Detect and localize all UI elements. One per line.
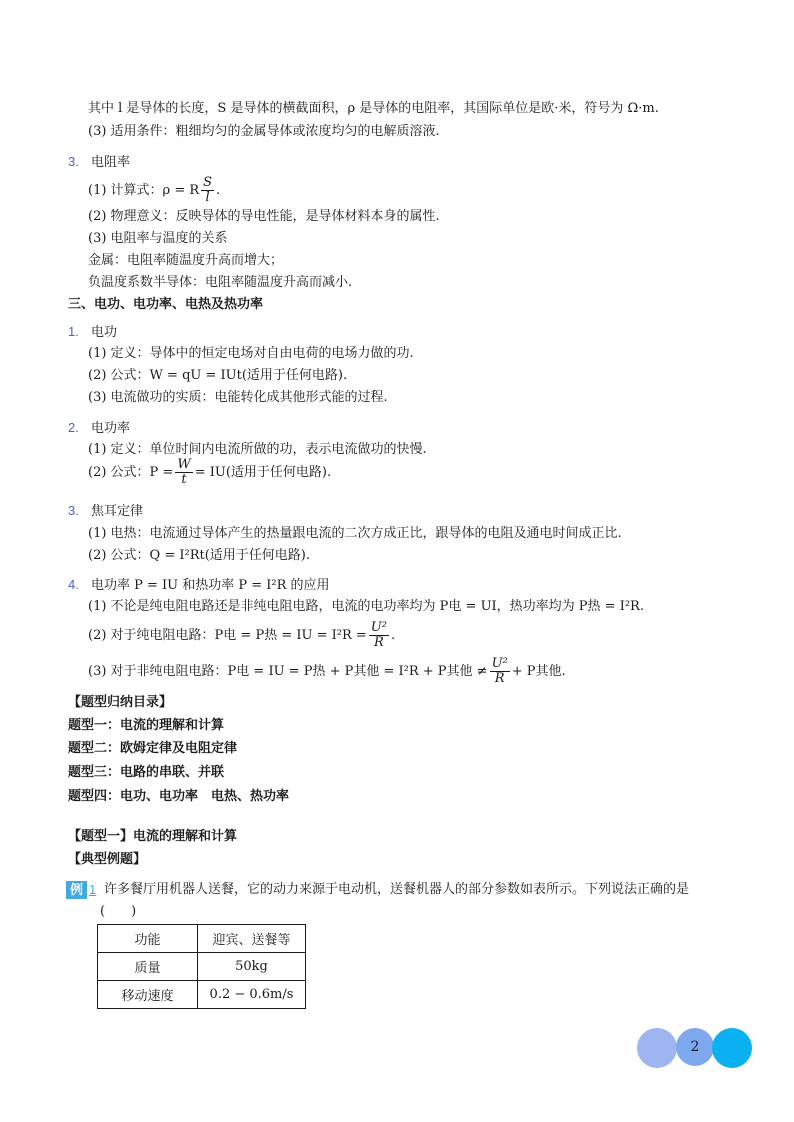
- formula-text: .: [216, 183, 221, 198]
- table-row: [98, 953, 306, 981]
- section-heading: [68, 576, 330, 595]
- text-line: (3) 电阻率与温度的关系: [88, 231, 228, 246]
- answer-paren: ( ): [100, 904, 137, 919]
- example-text: 许多餐厅用机器人送餐，它的动力来源于电动机，送餐机器人的部分参数如表所示。下列说法正确的是: [104, 882, 690, 897]
- text-line: (1) 不论是纯电阻电路还是非纯电阻电路，电流的电功率均为 P电 = UI，热功率均为 P热 = I²R.: [88, 599, 644, 614]
- section-heading: [68, 502, 143, 521]
- fraction: [201, 176, 214, 205]
- toc-item: 题型一：电流的理解和计算: [68, 718, 225, 733]
- table-cell: 功能: [98, 925, 198, 953]
- fraction-numerator: U²: [370, 620, 387, 635]
- chapter-heading: 三、电功、电功率、电热及热功率: [68, 297, 264, 312]
- section-title: 焦耳定律: [90, 504, 143, 519]
- section-heading: [68, 153, 130, 172]
- toc-item: 题型四：电功、电功率 电热、热功率: [68, 789, 290, 804]
- fraction: [369, 621, 389, 650]
- fraction-numerator: U²: [491, 656, 508, 671]
- page-number: 2: [690, 1039, 700, 1055]
- text-line: (3) 电流做功的实质：电能转化成其他形式能的过程.: [88, 390, 388, 405]
- text-line: 负温度系数半导体：电阻率随温度升高而减小.: [88, 275, 353, 290]
- text-line: (1) 定义：导体中的恒定电场对自由电荷的电场力做的功.: [88, 346, 414, 361]
- section-number: 3.: [68, 503, 79, 518]
- table-cell: 移动速度: [98, 981, 198, 1009]
- table-cell: 质量: [98, 953, 198, 981]
- formula-text: (1) 计算式：ρ = R: [88, 183, 200, 198]
- fraction: [490, 657, 510, 686]
- section-number: 2.: [68, 420, 79, 435]
- topic-heading: 【题型一】电流的理解和计算: [68, 829, 238, 844]
- table-cell: 0.2 − 0.6m/s: [198, 981, 306, 1009]
- section-number: 4.: [68, 577, 79, 592]
- formula-text: .: [390, 628, 396, 643]
- text-line: (1) 电热：电流通过导体产生的热量跟电流的二次方成正比，跟导体的电阻及通电时间成正比.: [88, 526, 622, 541]
- fraction-denominator: l: [205, 190, 210, 205]
- decor-circle-left: [637, 1028, 677, 1068]
- formula-text: (2) 公式：P =: [88, 465, 174, 480]
- text-line: 其中 l 是导体的长度，S 是导体的横截面积，ρ 是导体的电阻率，其国际单位是欧·米，符号为 Ω·m.: [88, 101, 659, 116]
- table-cell: 迎宾、送餐等: [198, 925, 306, 953]
- table-cell: 50kg: [198, 953, 306, 981]
- formula-line: [88, 457, 331, 489]
- parameter-table: [97, 924, 306, 1009]
- section-number: 1.: [68, 324, 79, 339]
- section-number: 3.: [68, 154, 79, 169]
- toc-item: 题型三：电路的串联、并联: [68, 765, 225, 780]
- example-label: 例: [66, 881, 87, 899]
- formula-line: [88, 175, 220, 207]
- table-row: [98, 981, 306, 1009]
- fraction-numerator: S: [203, 175, 213, 190]
- text-line: (1) 定义：单位时间内电流所做的功，表示电流做功的快慢.: [88, 442, 427, 457]
- fraction-denominator: t: [181, 472, 187, 487]
- example-tag: [66, 881, 98, 899]
- toc-title: 【题型归纳目录】: [68, 695, 173, 710]
- formula-line: [88, 620, 395, 652]
- text-line: 金属：电阻率随温度升高而增大；: [88, 253, 284, 268]
- text-line: (2) 公式：W = qU = IUt(适用于任何电路).: [88, 368, 348, 383]
- section-title: 电阻率: [90, 155, 130, 170]
- section-title: 电功率: [90, 421, 130, 436]
- topic-subheading: 【典型例题】: [68, 852, 147, 867]
- section-heading: [68, 323, 117, 342]
- formula-text: = IU(适用于任何电路).: [194, 465, 332, 480]
- table-row: [98, 925, 306, 953]
- section-heading: [68, 419, 130, 438]
- example-number: 1: [89, 882, 97, 897]
- section-title: 电功率 P = IU 和热功率 P = I²R 的应用: [90, 578, 330, 593]
- section-title: 电功: [90, 325, 117, 340]
- formula-text: (3) 对于非纯电阻电路：P电 = IU = P热 + P其他 = I²R + P其他 ≠: [88, 664, 488, 679]
- text-line: (3) 适用条件：粗细均匀的金属导体或浓度均匀的电解质溶液.: [88, 124, 440, 139]
- decor-circle-right: [712, 1028, 752, 1068]
- formula-line: [88, 656, 566, 688]
- text-line: (2) 物理意义：反映导体的导电性能，是导体材料本身的属性.: [88, 209, 440, 224]
- fraction-denominator: R: [494, 671, 505, 686]
- toc-item: 题型二：欧姆定律及电阻定律: [68, 741, 238, 756]
- formula-text: + P其他.: [511, 664, 566, 679]
- text-line: (2) 公式：Q = I²Rt(适用于任何电路).: [88, 548, 310, 563]
- formula-text: (2) 对于纯电阻电路：P电 = P热 = IU = I²R =: [88, 628, 367, 643]
- fraction-numerator: W: [177, 457, 191, 472]
- fraction: [175, 458, 192, 487]
- fraction-denominator: R: [373, 635, 384, 650]
